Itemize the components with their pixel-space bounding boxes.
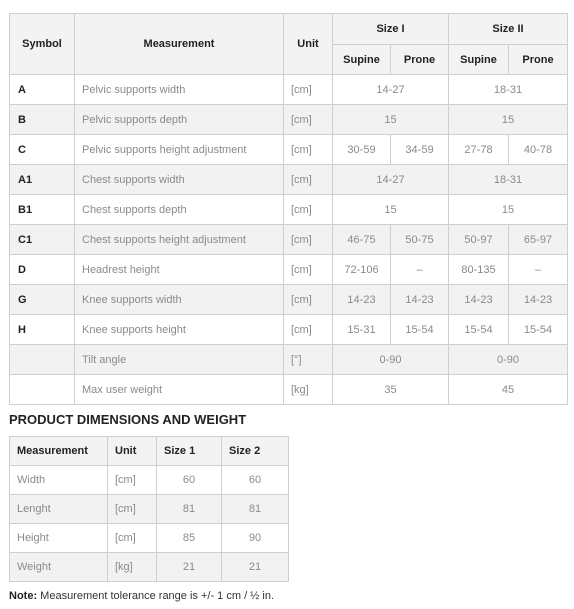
row-size2-value: 18-31 <box>449 75 568 105</box>
row-symbol: A1 <box>10 165 75 195</box>
row-symbol: D <box>10 255 75 285</box>
row-size2-value: 15 <box>449 105 568 135</box>
row-size1-supine: 14-23 <box>333 285 391 315</box>
table-row <box>10 524 289 553</box>
row-size-1: 85 <box>157 524 222 553</box>
row-size-2: 60 <box>222 466 289 495</box>
header-measurement: Measurement <box>10 437 108 466</box>
row-size1-supine: 72-106 <box>333 255 391 285</box>
table-row <box>10 75 568 105</box>
table-row <box>10 375 568 405</box>
header-symbol: Symbol <box>10 14 75 75</box>
row-unit: [kg] <box>284 375 333 405</box>
row-measurement: Headrest height <box>75 255 284 285</box>
row-symbol: A <box>10 75 75 105</box>
row-unit: [cm] <box>284 225 333 255</box>
row-size1-value: 35 <box>333 375 449 405</box>
row-symbol: G <box>10 285 75 315</box>
header-size2-prone: Prone <box>509 45 568 75</box>
row-unit: [kg] <box>108 553 157 582</box>
row-unit: [cm] <box>284 195 333 225</box>
row-size1-prone: 34-59 <box>391 135 449 165</box>
tolerance-note <box>9 590 274 602</box>
row-symbol <box>10 345 75 375</box>
table-row <box>10 165 568 195</box>
row-unit: [cm] <box>108 495 157 524</box>
row-measurement: Chest supports depth <box>75 195 284 225</box>
row-size2-value: 18-31 <box>449 165 568 195</box>
note-label: Note: <box>9 590 38 602</box>
row-size2-value: 15 <box>449 195 568 225</box>
row-size2-prone: 40-78 <box>509 135 568 165</box>
row-size2-prone: 15-54 <box>509 315 568 345</box>
row-measurement: Pelvic supports depth <box>75 105 284 135</box>
row-size-1: 60 <box>157 466 222 495</box>
row-measurement: Width <box>10 466 108 495</box>
row-size2-value: 45 <box>449 375 568 405</box>
row-symbol: B1 <box>10 195 75 225</box>
row-size2-prone: 14-23 <box>509 285 568 315</box>
row-size1-value: 14-27 <box>333 75 449 105</box>
header-size-2: Size 2 <box>222 437 289 466</box>
header-size-2: Size II <box>449 14 568 45</box>
row-unit: [cm] <box>284 255 333 285</box>
row-size2-prone: 65-97 <box>509 225 568 255</box>
table-row <box>10 466 289 495</box>
row-measurement: Height <box>10 524 108 553</box>
row-size1-prone: 50-75 <box>391 225 449 255</box>
note-text: Measurement tolerance range is +/- 1 cm / ½ in. <box>37 590 275 602</box>
row-unit: [cm] <box>284 315 333 345</box>
row-unit: [°] <box>284 345 333 375</box>
row-measurement: Knee supports width <box>75 285 284 315</box>
table-row <box>10 105 568 135</box>
row-size1-prone: 15-54 <box>391 315 449 345</box>
row-symbol: H <box>10 315 75 345</box>
row-measurement: Max user weight <box>75 375 284 405</box>
row-measurement: Chest supports height adjustment <box>75 225 284 255</box>
row-size2-supine: 27-78 <box>449 135 509 165</box>
row-measurement: Pelvic supports height adjustment <box>75 135 284 165</box>
section-heading: PRODUCT DIMENSIONS AND WEIGHT <box>9 412 247 427</box>
row-symbol: C1 <box>10 225 75 255</box>
row-unit: [cm] <box>284 165 333 195</box>
row-size-2: 81 <box>222 495 289 524</box>
table-row <box>10 345 568 375</box>
row-measurement: Chest supports width <box>75 165 284 195</box>
table-row <box>10 553 289 582</box>
dimensions-table <box>9 436 289 582</box>
table-row <box>10 135 568 165</box>
table-row <box>10 195 568 225</box>
table-row <box>10 255 568 285</box>
row-size2-supine: 80-135 <box>449 255 509 285</box>
row-measurement: Tilt angle <box>75 345 284 375</box>
row-size1-value: 15 <box>333 195 449 225</box>
specifications-table <box>9 13 568 405</box>
row-size2-supine: 14-23 <box>449 285 509 315</box>
table-row <box>10 225 568 255</box>
table-row <box>10 285 568 315</box>
row-size1-supine: 30-59 <box>333 135 391 165</box>
row-unit: [cm] <box>108 524 157 553</box>
row-size-2: 21 <box>222 553 289 582</box>
row-size2-supine: 15-54 <box>449 315 509 345</box>
row-unit: [cm] <box>284 105 333 135</box>
row-symbol <box>10 375 75 405</box>
row-unit: [cm] <box>284 75 333 105</box>
header-size2-supine: Supine <box>449 45 509 75</box>
row-measurement: Lenght <box>10 495 108 524</box>
table-row <box>10 495 289 524</box>
row-size1-supine: 15-31 <box>333 315 391 345</box>
row-size1-value: 14-27 <box>333 165 449 195</box>
header-size1-supine: Supine <box>333 45 391 75</box>
header-measurement: Measurement <box>75 14 284 75</box>
row-size2-value: 0-90 <box>449 345 568 375</box>
row-size1-value: 0-90 <box>333 345 449 375</box>
row-size-2: 90 <box>222 524 289 553</box>
row-size-1: 81 <box>157 495 222 524</box>
row-size1-prone: 14-23 <box>391 285 449 315</box>
row-symbol: B <box>10 105 75 135</box>
row-unit: [cm] <box>108 466 157 495</box>
row-size2-supine: 50-97 <box>449 225 509 255</box>
header-size1-prone: Prone <box>391 45 449 75</box>
row-measurement: Pelvic supports width <box>75 75 284 105</box>
row-size2-prone: – <box>509 255 568 285</box>
row-size1-supine: 46-75 <box>333 225 391 255</box>
header-unit: Unit <box>284 14 333 75</box>
row-measurement: Knee supports height <box>75 315 284 345</box>
table-row <box>10 315 568 345</box>
row-measurement: Weight <box>10 553 108 582</box>
row-symbol: C <box>10 135 75 165</box>
row-unit: [cm] <box>284 285 333 315</box>
row-size1-value: 15 <box>333 105 449 135</box>
row-size1-prone: – <box>391 255 449 285</box>
header-size-1: Size 1 <box>157 437 222 466</box>
row-unit: [cm] <box>284 135 333 165</box>
row-size-1: 21 <box>157 553 222 582</box>
header-unit: Unit <box>108 437 157 466</box>
header-size-1: Size I <box>333 14 449 45</box>
